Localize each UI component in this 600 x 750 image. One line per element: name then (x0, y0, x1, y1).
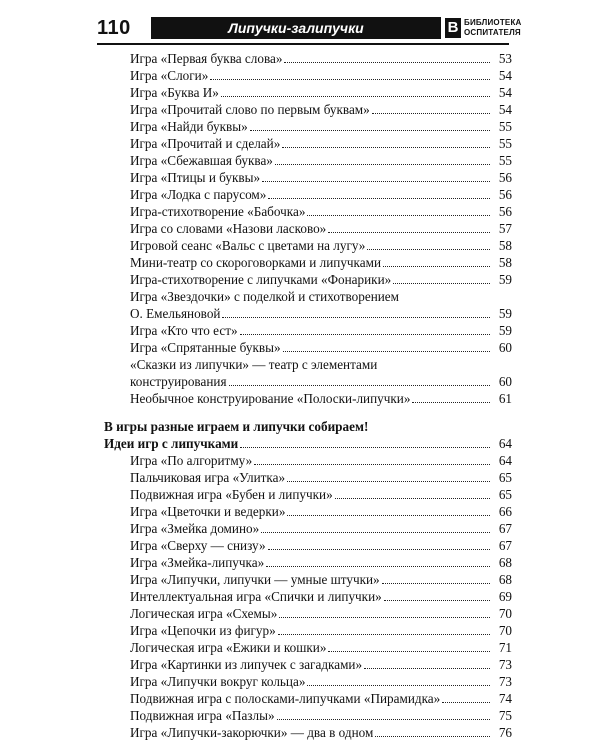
toc-entry-page: 68 (498, 555, 512, 570)
dot-leader (275, 163, 490, 165)
toc-entry-page: 61 (498, 391, 512, 406)
toc-entry-page: 55 (498, 136, 512, 151)
toc-entry-label: Игра «Прочитай слово по первым буквам» (130, 102, 370, 117)
toc-entry-page: 65 (498, 487, 512, 502)
toc-entry-page: 60 (498, 340, 512, 355)
toc-entry-page: 69 (498, 589, 512, 604)
toc-entry-page: 73 (498, 657, 512, 672)
toc-entry-page: 70 (498, 623, 512, 638)
dot-leader (367, 248, 490, 250)
toc-entry (130, 68, 512, 85)
toc-entry-label: Игра «Слоги» (130, 68, 209, 83)
toc-entry-page: 54 (498, 68, 512, 83)
dot-leader (283, 350, 490, 352)
toc-entry-label: Игра-стихотворение с липучками «Фонарики» (130, 272, 392, 287)
toc-entry (130, 487, 512, 504)
dot-leader (261, 531, 490, 533)
toc-entry-page: 59 (498, 306, 512, 321)
section-subtitle-entry (104, 436, 512, 453)
toc-entry-page: 53 (498, 51, 512, 66)
dot-leader (287, 480, 490, 482)
toc-entry-label: Игра «Кто что ест» (130, 323, 238, 338)
toc-entry (130, 119, 512, 136)
toc-entry (130, 640, 512, 657)
toc-entry-label-line1: Игра «Звездочки» с поделкой и стихотворением (130, 289, 400, 304)
toc-entry (130, 521, 512, 538)
dot-leader (266, 565, 490, 567)
dot-leader (240, 333, 490, 335)
toc-entry-label: Игра «Птицы и буквы» (130, 170, 261, 185)
toc-entry-page: 67 (498, 521, 512, 536)
dot-leader (277, 718, 490, 720)
toc-entry (130, 238, 512, 255)
toc-entry-label: Игра «Липучки, липучки — умные штучки» (130, 572, 380, 587)
section-title: В игры разные играем и липучки собираем! (104, 419, 369, 434)
toc-entry (130, 657, 512, 674)
toc-entry-label: Игра со словами «Назови ласково» (130, 221, 327, 236)
toc-entry-label: Игра «Змейка домино» (130, 521, 260, 536)
toc-entry-label: Игра «Буква И» (130, 85, 219, 100)
toc-entry (130, 470, 512, 487)
dot-leader (278, 633, 490, 635)
dot-leader (328, 650, 490, 652)
dot-leader (254, 463, 490, 465)
toc-entry-label: Интеллектуальная игра «Спички и липучки» (130, 589, 382, 604)
toc-entry (130, 187, 512, 204)
toc-entry-label: Логическая игра «Схемы» (130, 606, 278, 621)
toc-entry-label: Игра «Сбежавшая буква» (130, 153, 273, 168)
dot-leader (229, 384, 490, 386)
dot-leader (393, 282, 490, 284)
dot-leader (282, 146, 490, 148)
dot-leader (268, 197, 490, 199)
toc-entry (130, 589, 512, 606)
toc-entry-page: 68 (498, 572, 512, 587)
toc-entry-page: 64 (498, 453, 512, 468)
toc-entry (130, 272, 512, 289)
toc-entry-label: Игра «По алгоритму» (130, 453, 253, 468)
toc-entry-label: Игра-стихотворение «Бабочка» (130, 204, 306, 219)
toc-entry-page: 64 (498, 436, 512, 451)
toc-entry (130, 674, 512, 691)
logo-text-line1: БИБЛИОТЕКА (464, 18, 522, 27)
dot-leader (268, 548, 490, 550)
toc-entry-page: 73 (498, 674, 512, 689)
toc-entry-label: конструирования (130, 374, 227, 389)
dot-leader (210, 78, 490, 80)
toc-entry-page: 71 (498, 640, 512, 655)
toc-entry-label: Игра «Найди буквы» (130, 119, 248, 134)
logo-letter: В (445, 18, 461, 38)
dot-leader (372, 112, 490, 114)
toc-entry-page: 55 (498, 153, 512, 168)
section-subtitle: Идеи игр с липучками (104, 436, 239, 451)
toc-entry (130, 102, 512, 119)
toc-entry-page: 56 (498, 187, 512, 202)
page-number: 110 (97, 17, 131, 39)
toc-entry (130, 453, 512, 470)
running-title: Липучки-залипучки (151, 17, 441, 39)
toc-entry-page: 55 (498, 119, 512, 134)
toc-entry-label: Игра «Прочитай и сделай» (130, 136, 281, 151)
toc-entry-label: О. Емельяновой (130, 306, 221, 321)
toc-entry-label: Подвижная игра «Бубен и липучки» (130, 487, 333, 502)
toc-entry-page: 59 (498, 272, 512, 287)
dot-leader (364, 667, 490, 669)
toc-entry-label: Мини-театр со скороговорками и липучками (130, 255, 382, 270)
toc-entry-label: Пальчиковая игра «Улитка» (130, 470, 286, 485)
toc-entry (130, 691, 512, 708)
toc-entry-label: Игра «Липучки вокруг кольца» (130, 674, 306, 689)
toc-entry-label: Игра «Змейка-липучка» (130, 555, 265, 570)
toc-entry (130, 555, 512, 572)
toc-entry (130, 204, 512, 221)
toc-entry-page: 56 (498, 204, 512, 219)
toc-entry (130, 170, 512, 187)
toc-entry (130, 391, 512, 408)
dot-leader (250, 129, 490, 131)
toc-entry (130, 323, 512, 340)
toc-entry-label: Подвижная игра «Пазлы» (130, 708, 275, 723)
dot-leader (287, 514, 490, 516)
toc-entry (130, 374, 512, 391)
toc-entry (130, 153, 512, 170)
dot-leader (375, 735, 490, 737)
dot-leader (307, 214, 490, 216)
toc-entry (130, 504, 512, 521)
toc-entry-page: 58 (498, 255, 512, 270)
toc-entry-label-line1: «Сказки из липучки» — театр с элементами (130, 357, 378, 372)
toc-entry (130, 340, 512, 357)
toc-entry-page: 66 (498, 504, 512, 519)
toc-entry-page: 60 (498, 374, 512, 389)
toc-entry-label: Игра «Спрятанные буквы» (130, 340, 281, 355)
toc-entry (130, 306, 512, 323)
toc-entry (130, 538, 512, 555)
toc-entry-page: 76 (498, 725, 512, 740)
toc-entry-label: Игра «Картинки из липучек с загадками» (130, 657, 363, 672)
toc-entry (130, 623, 512, 640)
toc-entry-label: Логическая игра «Ежики и кошки» (130, 640, 327, 655)
toc-entry (130, 255, 512, 272)
dot-leader (383, 265, 490, 267)
toc-entry-page: 57 (498, 221, 512, 236)
dot-leader (240, 446, 490, 448)
toc-entry (130, 221, 512, 238)
dot-leader (279, 616, 490, 618)
toc-entry (130, 572, 512, 589)
toc-entry-page: 56 (498, 170, 512, 185)
toc-entry (130, 708, 512, 725)
logo-text-line2: ОСПИТАТЕЛЯ (464, 28, 521, 37)
toc-entry-label: Необычное конструирование «Полоски-липучки» (130, 391, 411, 406)
dot-leader (222, 316, 490, 318)
dot-leader (221, 95, 490, 97)
toc-entry-page: 58 (498, 238, 512, 253)
toc-entry-label: Игра «Сверху — снизу» (130, 538, 266, 553)
toc-entry-label: Игра «Лодка с парусом» (130, 187, 267, 202)
dot-leader (384, 599, 490, 601)
toc-entry-label: Игра «Первая буква слова» (130, 51, 283, 66)
dot-leader (284, 61, 490, 63)
toc-entry (130, 725, 512, 742)
toc-entry (130, 136, 512, 153)
toc-entry-page: 59 (498, 323, 512, 338)
toc-entry (130, 51, 512, 68)
dot-leader (335, 497, 490, 499)
dot-leader (412, 401, 490, 403)
toc-entry (130, 606, 512, 623)
toc-entry-page: 67 (498, 538, 512, 553)
toc-entry-page: 74 (498, 691, 512, 706)
toc-entry-label: Подвижная игра с полосками-липучками «Пирамидка» (130, 691, 441, 706)
toc-entry-page: 70 (498, 606, 512, 621)
toc-entry-page: 54 (498, 85, 512, 100)
toc-entry-label: Игра «Липучки-закорючки» — два в одном (130, 725, 374, 740)
toc-entry (130, 85, 512, 102)
dot-leader (328, 231, 490, 233)
toc-entry-page: 65 (498, 470, 512, 485)
dot-leader (262, 180, 490, 182)
toc-entry-label: Игровой сеанс «Вальс с цветами на лугу» (130, 238, 366, 253)
dot-leader (307, 684, 490, 686)
toc-entry-label: Игра «Цветочки и ведерки» (130, 504, 286, 519)
dot-leader (442, 701, 490, 703)
toc-entry-page: 54 (498, 102, 512, 117)
toc-entry-page: 75 (498, 708, 512, 723)
toc-entry-label: Игра «Цепочки из фигур» (130, 623, 276, 638)
dot-leader (382, 582, 490, 584)
